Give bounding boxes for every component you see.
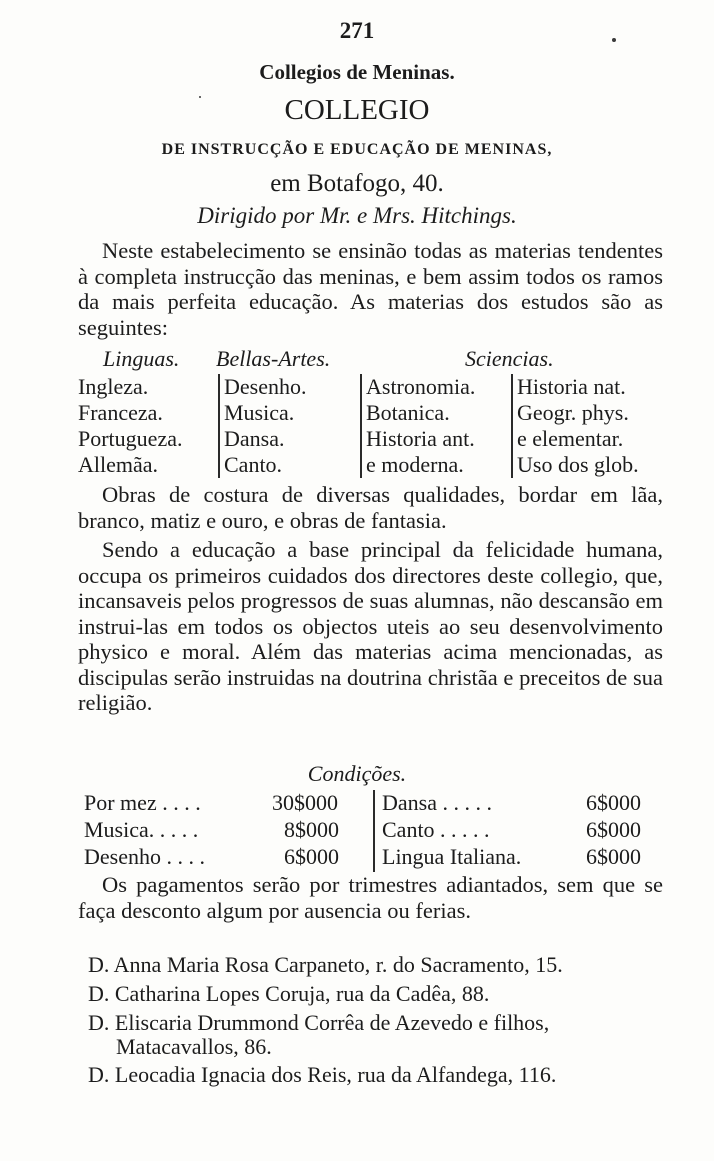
subject-sciencia: Uso dos glob. [517, 452, 639, 477]
intro-paragraph [78, 238, 663, 340]
subject-bellas-artes: Dansa. [224, 426, 285, 451]
subject-sciencia: Geogr. phys. [517, 400, 629, 425]
conditions-row [84, 844, 670, 872]
ink-speck [199, 96, 201, 98]
condition-price: 6$000 [284, 844, 339, 869]
education-text: Sendo a educação a base principal da felicidade humana, occupa os primeiros cuidados dos directores deste collegio, que, incansaveis pelos progressos de suas alumnas, não descansão em instrui-las em todos os objectos uteis ao seu desenvolvimento physico e moral. Além das materias acima mencionadas, as discipulas serão instruidas na doutrina christãa e preceitos de sua religião. [78, 537, 663, 715]
teacher-entry: D. Leocadia Ignacia dos Reis, rua da Alfandega, 116. [88, 1062, 557, 1087]
condition-price: 6$000 [586, 844, 641, 869]
teacher-entry: D. Eliscaria Drummond Corrêa de Azevedo e filhos, [88, 1010, 550, 1035]
column-rule [218, 374, 220, 478]
conditions-row [84, 817, 670, 845]
teacher-entry-continuation: Matacavallos, 86. [116, 1034, 272, 1059]
running-head: Collegios de Meninas. [259, 60, 455, 84]
condition-price: 6$000 [586, 790, 641, 815]
subject-sciencia: Botanica. [366, 400, 450, 425]
ink-speck [612, 38, 616, 42]
intro-text: Neste estabelecimento se ensinão todas as materias tendentes à completa instrucção das meninas, e bem assim todos os ramos da mais perfeita educação. As materias dos estudos são as seguintes: [78, 238, 663, 340]
subject-sciencia: Historia ant. [366, 426, 475, 451]
payment-text: Os pagamentos serão por trimestres adiantados, sem que se faça desconto algum por ausencia ou ferias. [78, 872, 663, 923]
payment-paragraph [78, 872, 663, 923]
conditions-heading: Condições. [307, 761, 407, 786]
condition-item: Por mez . . . . [84, 790, 201, 815]
col-header-linguas: Linguas. [103, 346, 180, 371]
condition-item: Canto . . . . . [382, 817, 490, 842]
subject-lingua: Allemãa. [78, 452, 159, 477]
subject-bellas-artes: Canto. [224, 452, 283, 477]
condition-item: Lingua Italiana. [382, 844, 522, 869]
conditions-row [84, 790, 670, 818]
page-number: 271 [339, 18, 375, 43]
sewing-text: Obras de costura de diversas qualidades, bordar em lãa, branco, matiz e ouro, e obras de fantasia. [78, 482, 663, 533]
teacher-entry: D. Catharina Lopes Coruja, rua da Cadêa, 88. [88, 981, 490, 1006]
college-title: COLLEGIO [284, 94, 430, 126]
subject-sciencia: e elementar. [517, 426, 624, 451]
sewing-paragraph [78, 482, 663, 533]
condition-price: 30$000 [272, 790, 338, 815]
directed-by: Dirigido por Mr. e Mrs. Hitchings. [197, 203, 517, 228]
col-header-sciencias: Sciencias. [465, 346, 554, 371]
subject-lingua: Ingleza. [78, 374, 149, 399]
college-subtitle: DE INSTRUCÇÃO E EDUCAÇÃO DE MENINAS, [161, 141, 553, 158]
column-rule [511, 374, 513, 478]
condition-price: 8$000 [284, 817, 339, 842]
condition-price: 6$000 [586, 817, 641, 842]
condition-item: Desenho . . . . [84, 844, 205, 869]
column-rule [360, 374, 362, 478]
subject-sciencia: e moderna. [366, 452, 464, 477]
subject-sciencia: Historia nat. [517, 374, 626, 399]
col-header-bellas-artes: Bellas-Artes. [216, 346, 331, 371]
teacher-entry: D. Anna Maria Rosa Carpaneto, r. do Sacramento, 15. [88, 952, 563, 977]
subject-lingua: Portugueza. [78, 426, 183, 451]
college-address: em Botafogo, 40. [270, 170, 444, 197]
subject-lingua: Franceza. [78, 400, 163, 425]
subject-bellas-artes: Musica. [224, 400, 295, 425]
education-paragraph [78, 537, 663, 716]
subject-bellas-artes: Desenho. [224, 374, 307, 399]
condition-item: Dansa . . . . . [382, 790, 492, 815]
subject-sciencia: Astronomia. [366, 374, 476, 399]
condition-item: Musica. . . . . [84, 817, 199, 842]
